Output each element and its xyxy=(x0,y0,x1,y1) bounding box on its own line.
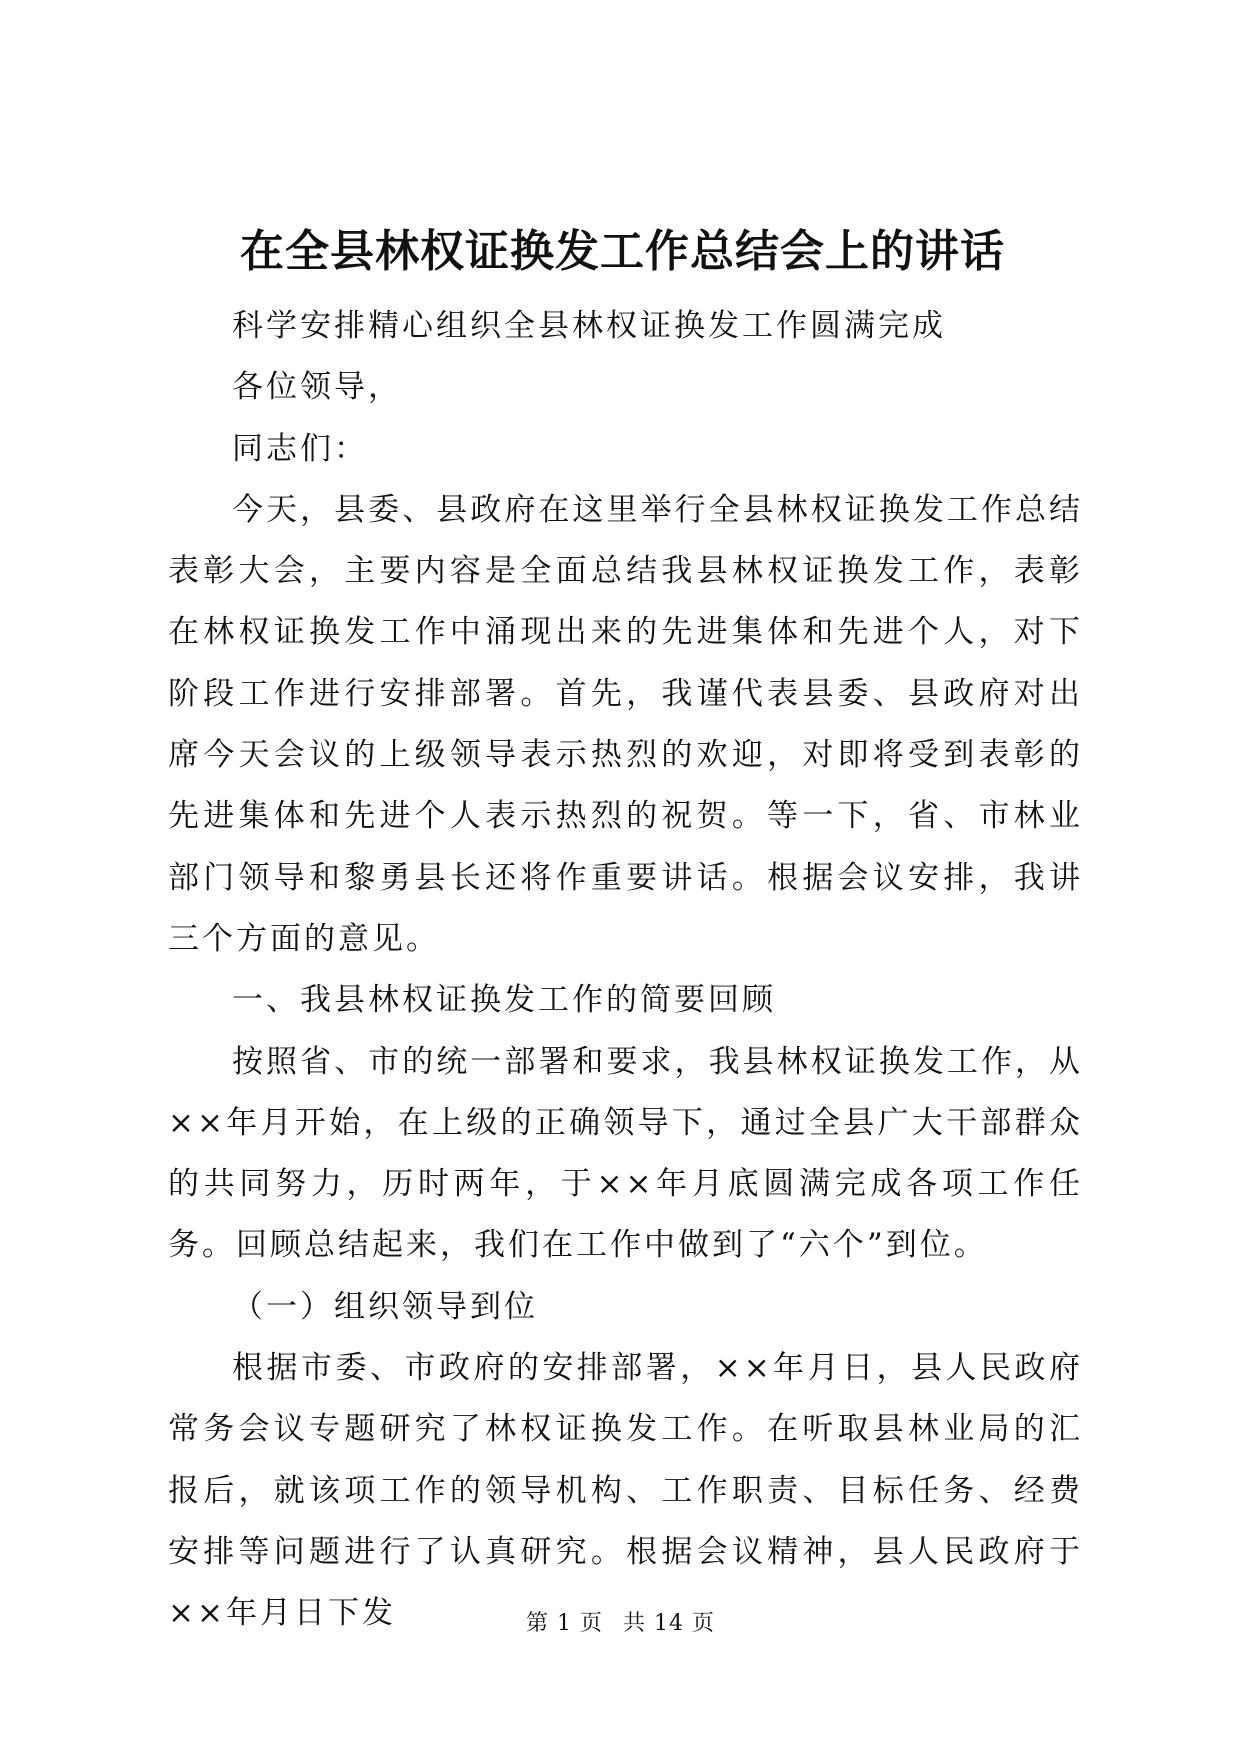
document-title: 在全县林权证换发工作总结会上的讲话 xyxy=(240,226,1005,277)
paragraph-review: 按照省、市的统一部署和要求，我县林权证换发工作，从××年月开始，在上级的正确领导下，通过全县广大干部群众的共同努力，历时两年，于××年月底圆满完成各项工作任务。回顾总结起来，我们在工作中做到了“六个”到位。 xyxy=(168,1043,1083,1264)
page-total: 共 14 页 xyxy=(623,1611,715,1636)
paragraph-salutation-leaders: 各位领导， xyxy=(232,369,402,406)
paragraph-opening: 今天，县委、县政府在这里举行全县林权证换发工作总结表彰大会，主要内容是全面总结我县林权证换发工作，表彰在林权证换发工作中涌现出来的先进集体和先进个人，对下阶段工作进行安排部署。首先，我谨代表县委、县政府对出席今天会议的上级领导表示热烈的欢迎，对即将受到表彰的先进集体和先进个人表示热烈的祝贺。等一下，省、市林业部门领导和黎勇县长还将作重要讲话。根据会议安排，我讲三个方面的意见。 xyxy=(168,491,1083,957)
paragraph-subtitle: 科学安排精心组织全县林权证换发工作圆满完成 xyxy=(232,308,946,344)
paragraph-salutation-comrades: 同志们： xyxy=(232,430,368,467)
page-number: 第 1 页 xyxy=(526,1611,603,1636)
section-heading-1: 一、我县林权证换发工作的简要回顾 xyxy=(232,982,776,1019)
document-body xyxy=(168,296,1083,1645)
subsection-heading-1: （一）组织领导到位 xyxy=(232,1288,538,1325)
paragraph-organization: 根据市委、市政府的安排部署，××年月日，县人民政府常务会议专题研究了林权证换发工作。在听取县林业局的汇报后，就该项工作的领导机构、工作职责、目标任务、经费安排等问题进行了认真研究。根据会议精神，县人民政府于××年月日下发 xyxy=(168,1350,1083,1632)
page-footer xyxy=(0,1609,1241,1639)
